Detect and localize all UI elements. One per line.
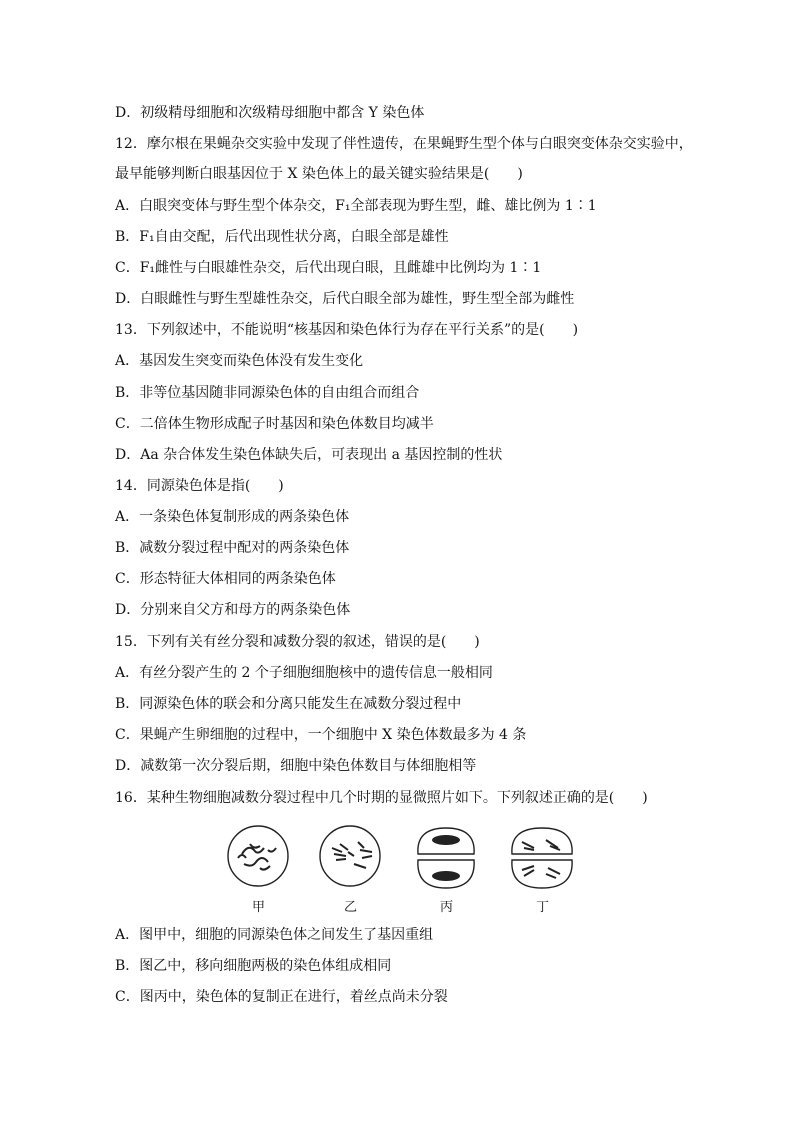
option-c: C．形态特征大体相同的两条染色体 — [115, 571, 336, 587]
option-a: A．白眼突变体与野生型个体杂交，F₁全部表现为野生型，雌、雄比例为 1∶1 — [115, 198, 597, 214]
option-a: A．基因发生突变而染色体没有发生变化 — [115, 353, 364, 369]
option-b: B．非等位基因随非同源染色体的自由组合而组合 — [115, 385, 420, 401]
text-line: D．初级精母细胞和次级精母细胞中都含 Y 染色体 — [115, 105, 425, 121]
option-a: A．一条染色体复制形成的两条染色体 — [115, 509, 350, 525]
cell-micrograph-figure — [220, 818, 580, 918]
cell-yi-diagram — [320, 826, 380, 886]
figure-label-ding: 丁 — [536, 900, 550, 915]
question-14-stem: 14．同源染色体是指( ) — [115, 478, 284, 494]
cell-diagrams — [220, 818, 580, 898]
option-b: B．减数分裂过程中配对的两条染色体 — [115, 540, 350, 556]
option-c: C．果蝇产生卵细胞的过程中，一个细胞中 X 染色体数最多为 4 条 — [115, 727, 527, 743]
cell-bing-diagram — [418, 828, 474, 888]
option-c: C．图丙中，染色体的复制正在进行，着丝点尚未分裂 — [115, 989, 448, 1005]
option-a: A．有丝分裂产生的 2 个子细胞细胞核中的遗传信息一般相同 — [115, 665, 493, 681]
option-d: D．白眼雌性与野生型雄性杂交，后代白眼全部为雄性，野生型全部为雌性 — [115, 291, 575, 307]
option-b: B．同源染色体的联会和分离只能发生在减数分裂过程中 — [115, 696, 462, 712]
cell-ding-diagram — [512, 828, 572, 888]
option-d: D．Aa 杂合体发生染色体缺失后，可表现出 a 基因控制的性状 — [115, 447, 503, 463]
option-c: C．二倍体生物形成配子时基因和染色体数目均减半 — [115, 416, 434, 432]
option-a: A．图甲中，细胞的同源染色体之间发生了基因重组 — [115, 927, 434, 943]
figure-label-jia: 甲 — [252, 900, 266, 915]
question-15-stem: 15．下列有关有丝分裂和减数分裂的叙述，错误的是( ) — [115, 634, 480, 650]
option-b: B．F₁自由交配，后代出现性状分离，白眼全部是雄性 — [115, 229, 449, 245]
cell-jia-diagram — [228, 826, 288, 886]
text-line: 最早能够判断白眼基因位于 X 染色体上的最关键实验结果是( ) — [115, 166, 523, 182]
question-16-stem: 16．某种生物细胞减数分裂过程中几个时期的显微照片如下。下列叙述正确的是( ) — [115, 790, 648, 806]
figure-label-bing: 丙 — [440, 900, 454, 915]
option-d: D．减数第一次分裂后期，细胞中染色体数目与体细胞相等 — [115, 758, 477, 774]
question-12-stem: 12．摩尔根在果蝇杂交实验中发现了伴性遗传，在果蝇野生型个体与白眼突变体杂交实验中， — [115, 136, 693, 152]
figure-label-yi: 乙 — [344, 900, 358, 915]
option-b: B．图乙中，移向细胞两极的染色体组成相同 — [115, 958, 392, 974]
question-13-stem: 13．下列叙述中，不能说明“核基因和染色体行为存在平行关系”的是( ) — [115, 322, 579, 338]
option-d: D．分别来自父方和母方的两条染色体 — [115, 602, 351, 618]
option-c: C．F₁雌性与白眼雄性杂交，后代出现白眼，且雌雄中比例均为 1∶1 — [115, 260, 542, 276]
